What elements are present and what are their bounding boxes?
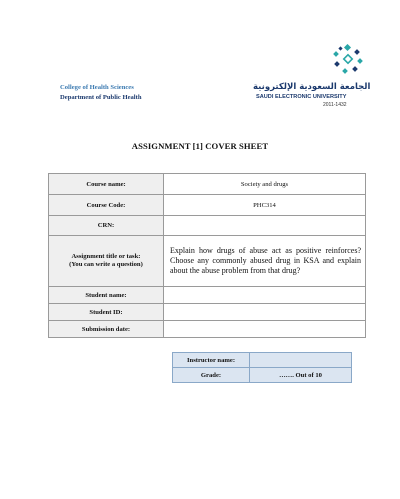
course-name-value[interactable]: Society and drugs xyxy=(164,174,366,195)
student-name-label: Student name: xyxy=(49,287,164,304)
student-id-value[interactable] xyxy=(164,304,366,321)
crn-label: CRN: xyxy=(49,216,164,236)
table-row xyxy=(49,236,366,287)
task-value[interactable]: Explain how drugs of abuse act as positive reinforces? Choose any commonly abused drug in KSA and explain about the abuse problem from that drug? xyxy=(164,236,366,287)
department-name: Department of Public Health xyxy=(60,94,142,101)
university-logo xyxy=(253,40,371,110)
table-row xyxy=(49,287,366,304)
task-label xyxy=(49,236,164,287)
university-name-english: SAUDI ELECTRONIC UNIVERSITY xyxy=(256,94,347,100)
submission-date-value[interactable] xyxy=(164,321,366,338)
table-row xyxy=(173,368,352,383)
seu-logo-icon xyxy=(333,44,363,74)
instructor-name-value[interactable] xyxy=(250,353,352,368)
table-row xyxy=(49,321,366,338)
college-name: College of Health Sciences xyxy=(60,84,134,91)
university-name-arabic: الجامعة السعودية الإلكترونية xyxy=(253,82,371,92)
crn-value[interactable] xyxy=(164,216,366,236)
instructor-name-label: Instructor name: xyxy=(173,353,250,368)
table-row xyxy=(49,304,366,321)
table-row xyxy=(49,195,366,216)
task-label-line2: (You can write a question) xyxy=(69,261,143,268)
student-name-value[interactable] xyxy=(164,287,366,304)
submission-date-label: Submission date: xyxy=(49,321,164,338)
cover-sheet-table xyxy=(48,173,366,338)
table-row xyxy=(49,216,366,236)
page-title: ASSIGNMENT [1] COVER SHEET xyxy=(131,141,269,151)
grade-label: Grade: xyxy=(173,368,250,383)
college-header xyxy=(60,83,142,103)
course-code-label: Course Code: xyxy=(49,195,164,216)
task-label-line1: Assignment title or task: xyxy=(71,252,141,260)
instructor-table xyxy=(172,352,352,383)
university-years: 2011-1432 xyxy=(323,102,347,108)
student-id-label: Student ID: xyxy=(49,304,164,321)
grade-value[interactable]: ……. Out of 10 xyxy=(250,368,352,383)
table-row xyxy=(49,174,366,195)
course-name-label: Course name: xyxy=(49,174,164,195)
table-row xyxy=(173,353,352,368)
course-code-value[interactable]: PHC314 xyxy=(164,195,366,216)
